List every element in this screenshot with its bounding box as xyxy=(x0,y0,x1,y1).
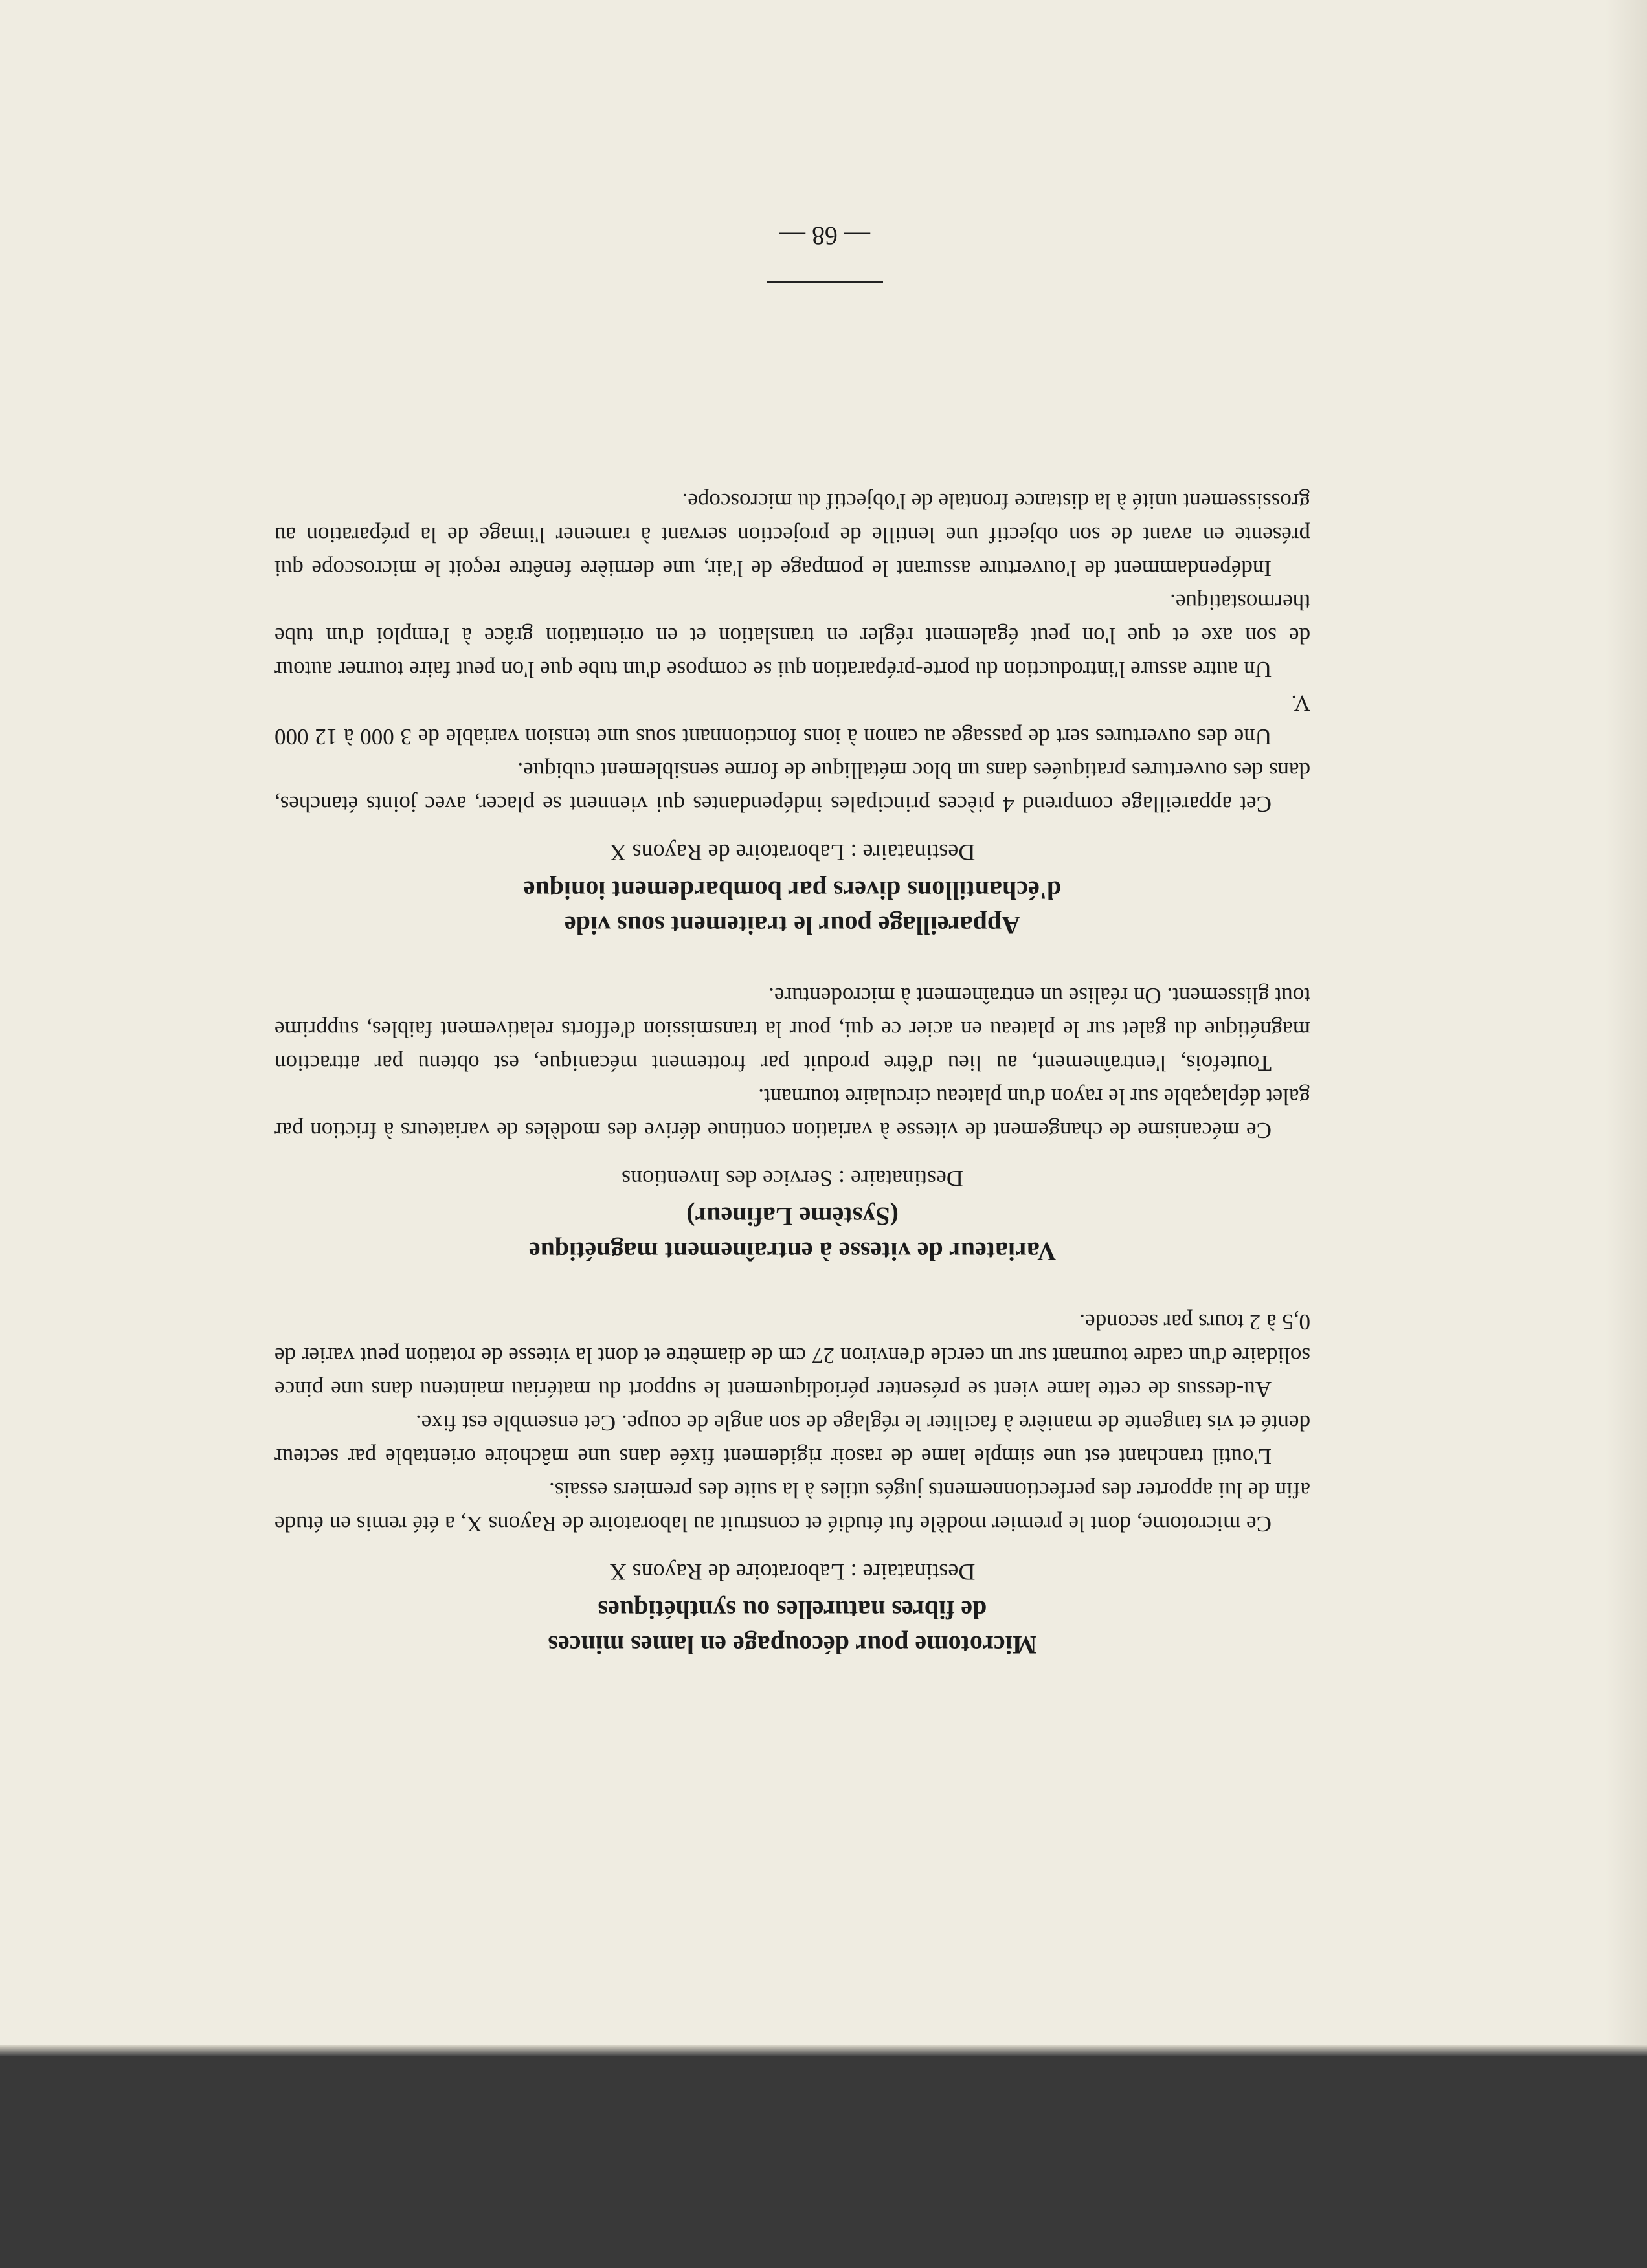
section-spacer xyxy=(274,1269,1310,1305)
section-title-line: de fibres naturelles ou synthétiques xyxy=(598,1595,987,1625)
section-destinataire: Destinataire : Service des Inventions xyxy=(622,1166,963,1192)
paragraph: L'outil tranchant est une simple lame de rasoir rigidement fixée dans une mâchoire orientable par secteur denté et vis tangente de manière à faciliter le réglage de son angle de coupe. Cet ensemble est fixe. xyxy=(274,1410,1310,1469)
section-appareillage xyxy=(274,484,1310,942)
section-variateur xyxy=(274,979,1310,1269)
section-microtome xyxy=(274,1305,1310,1662)
section-title-line: Microtome pour découpage en lames minces xyxy=(548,1630,1037,1660)
section-spacer xyxy=(274,942,1310,979)
text-column xyxy=(274,484,1310,1662)
section-destinataire: Destinataire : Laboratoire de Rayons X xyxy=(609,839,976,865)
paragraph: Un autre assure l'introduction du porte-préparation qui se compose d'un tube que l'on peut faire tourner autour de son axe et que l'on peut également régler en translation et en orientation grâce à l'emploi d'un tube thermostatique. xyxy=(274,590,1310,682)
scanner-background xyxy=(0,2056,1647,2268)
section-title-line: d'échantillons divers par bombardement ionique xyxy=(523,876,1062,905)
paragraph: Ce microtome, dont le premier modèle fut étudié et construit au laboratoire de Rayons X, a été remis en étude afin de lui apporter des perfectionnements jugés utiles à la suite des premiers essais. xyxy=(274,1478,1310,1537)
paragraph: Indépendamment de l'ouverture assurant le pompage de l'air, une dernière fenêtre reçoit le microscope qui présente en avant de son objectif une lentille de projection servant à ramener l'image de la préparation au grossissement unité à la distance frontale de l'objectif du microscope. xyxy=(274,489,1310,581)
section-title-line: Appareillage pour le traitement sous vide xyxy=(564,911,1021,940)
paragraph: Au-dessus de cette lame vient se présenter périodiquement le support du matériau maintenu dans une pince solidaire d'un cadre tournant sur un cercle d'environ 27 cm de diamètre et dont la vitesse de rotation peut varier de 0,5 à 2 tours par seconde. xyxy=(274,1309,1310,1402)
paragraph: Toutefois, l'entraînement, au lieu d'être produit par frottement mécanique, est obtenu par attraction magnétique du galet sur le plateau en acier ce qui, pour la transmission d'efforts relativement faibles, supprime tout glissement. On réalise un entraînement à microdenture. xyxy=(274,983,1310,1076)
paper-edge xyxy=(0,2045,1647,2056)
paragraph: Une des ouvertures sert de passage au canon à ions fonctionnant sous une tension variable de 3 000 à 12 000 V. xyxy=(274,691,1310,750)
paragraph: Ce mécanisme de changement de vitesse à variation continue dérive des modèles de variateurs à friction par galet déplaçable sur le rayon d'un plateau circulaire tournant. xyxy=(274,1084,1310,1143)
section-title-line: (Système Lafineur) xyxy=(686,1202,899,1231)
page-rule xyxy=(767,281,883,284)
section-title-line: Variateur de vitesse à entraînement magnétique xyxy=(528,1237,1057,1266)
page-number: — 68 — xyxy=(779,221,870,250)
paragraph: Cet appareillage comprend 4 pièces principales indépendantes qui viennent se placer, avec joints étanches, dans des ouvertures pratiquées dans un bloc métallique de forme sensiblement cubique. xyxy=(274,758,1310,817)
section-destinataire: Destinataire : Laboratoire de Rayons X xyxy=(609,1559,976,1585)
